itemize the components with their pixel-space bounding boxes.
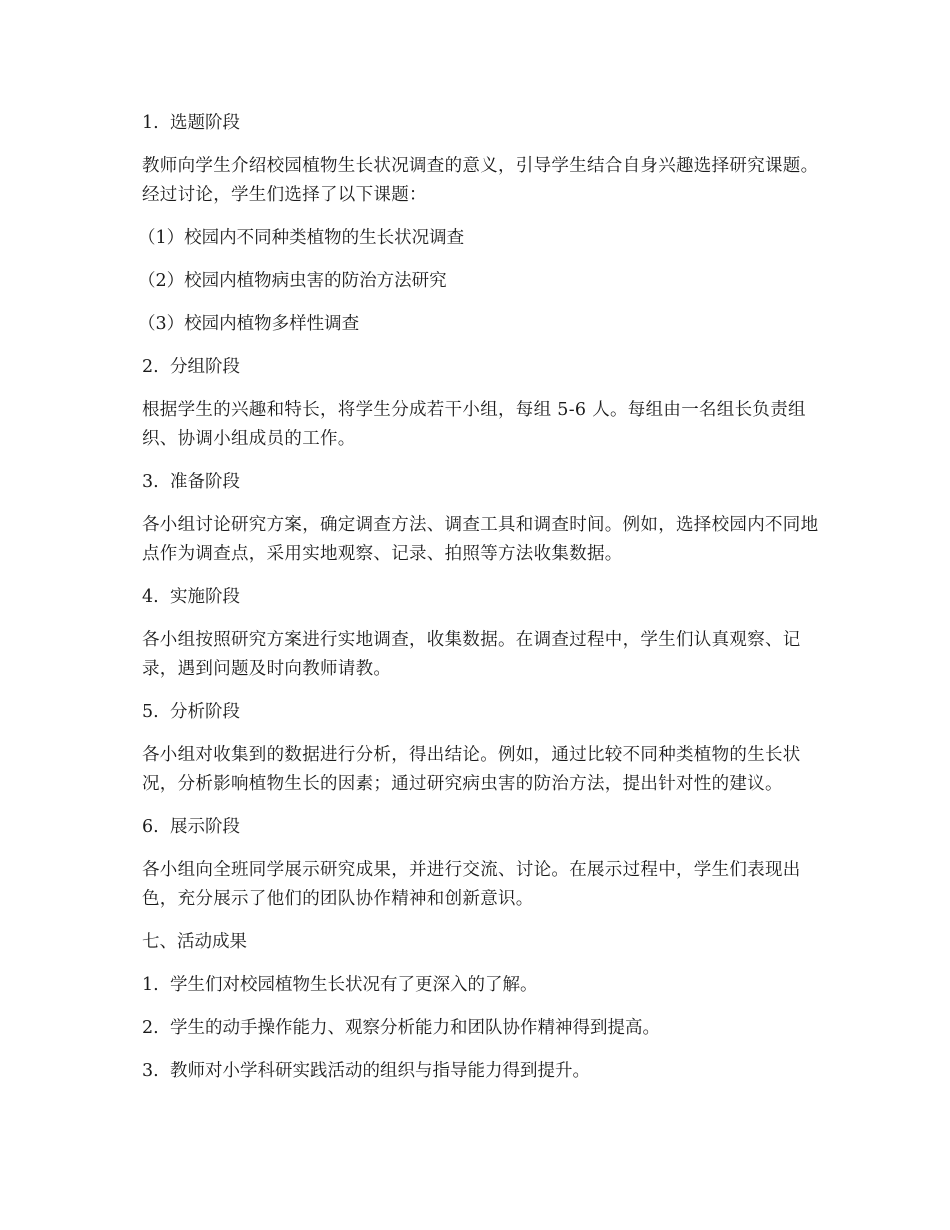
result-number: 2. — [142, 1018, 159, 1038]
result-item-3 — [142, 1057, 832, 1086]
heading-number: 4. — [142, 587, 159, 607]
result-item-1 — [142, 971, 832, 1000]
stage-heading-6 — [142, 813, 832, 842]
result-number: 3. — [142, 1061, 159, 1081]
heading-number: 5. — [142, 702, 159, 722]
topic-item-1: （1）校园内不同种类植物的生长状况调查 — [138, 228, 465, 248]
result-text: 学生的动手操作能力、观察分析能力和团队协作精神得到提高。 — [170, 1018, 660, 1038]
result-text: 教师对小学科研实践活动的组织与指导能力得到提升。 — [170, 1061, 590, 1081]
stage-heading-1 — [142, 109, 832, 138]
heading-number: 2. — [142, 357, 159, 377]
heading-title: 展示阶段 — [170, 817, 240, 837]
stage-heading-4 — [142, 583, 832, 612]
paragraph-grouping: 根据学生的兴趣和特长，将学生分成若干小组，每组 5-6 人。每组由一名组长负责组织、协调小组成员的工作。 — [142, 400, 806, 449]
heading-number: 3. — [142, 472, 159, 492]
paragraph-implementation: 各小组按照研究方案进行实地调查，收集数据。在调查过程中，学生们认真观察、记录，遇到问题及时向教师请教。 — [142, 630, 801, 679]
paragraph-preparation: 各小组讨论研究方案，确定调查方法、调查工具和调查时间。例如，选择校园内不同地点作为调查点，采用实地观察、记录、拍照等方法收集数据。 — [142, 515, 819, 564]
heading-title: 分组阶段 — [170, 357, 240, 377]
topic-item-2: （2）校园内植物病虫害的防治方法研究 — [138, 271, 447, 291]
stage-heading-5 — [142, 698, 832, 727]
result-number: 1. — [142, 975, 159, 995]
paragraph-presentation: 各小组向全班同学展示研究成果，并进行交流、讨论。在展示过程中，学生们表现出色，充分展示了他们的团队协作精神和创新意识。 — [142, 860, 801, 909]
heading-title: 实施阶段 — [170, 587, 240, 607]
document-body — [138, 109, 832, 1100]
stage-heading-3 — [142, 468, 832, 497]
heading-title: 分析阶段 — [170, 702, 240, 722]
stage-heading-2 — [142, 353, 832, 382]
heading-number: 1. — [142, 113, 159, 133]
topic-item-3: （3）校园内植物多样性调查 — [138, 314, 360, 334]
paragraph-analysis: 各小组对收集到的数据进行分析，得出结论。例如，通过比较不同种类植物的生长状况，分析影响植物生长的因素；通过研究病虫害的防治方法，提出针对性的建议。 — [142, 745, 801, 794]
heading-title: 选题阶段 — [170, 113, 240, 133]
heading-number: 6. — [142, 817, 159, 837]
heading-title: 准备阶段 — [170, 472, 240, 492]
section-heading-results: 七、活动成果 — [142, 932, 247, 952]
result-text: 学生们对校园植物生长状况有了更深入的了解。 — [170, 975, 538, 995]
paragraph-topic-selection: 教师向学生介绍校园植物生长状况调查的意义，引导学生结合自身兴趣选择研究课题。经过讨论，学生们选择了以下课题： — [142, 156, 819, 205]
result-item-2 — [142, 1014, 832, 1043]
